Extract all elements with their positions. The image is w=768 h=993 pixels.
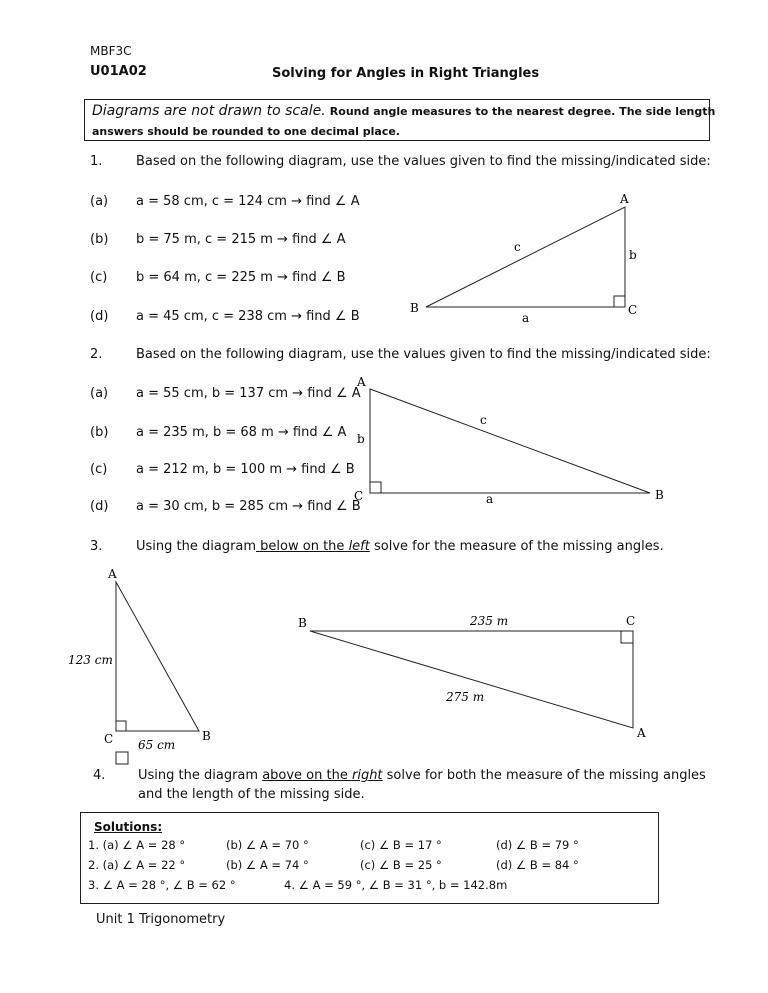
q3-number: 3. xyxy=(90,539,103,554)
solution-3: 3. ∠ A = 28 °, ∠ B = 62 ° xyxy=(88,878,236,892)
q4-triangle xyxy=(310,631,633,728)
q4-vertex-a: A xyxy=(637,726,646,740)
q2-part-c-label: (c) xyxy=(90,462,108,477)
q4-vertex-c: C xyxy=(626,614,636,628)
q2-part-b-label: (b) xyxy=(90,425,109,440)
solution-1b: (b) ∠ A = 70 ° xyxy=(226,838,309,852)
course-code: MBF3C xyxy=(90,44,132,58)
solution-2c: (c) ∠ B = 25 ° xyxy=(360,858,442,872)
q1-number: 1. xyxy=(90,154,103,169)
q4-prompt-start: Using the diagram xyxy=(138,768,263,783)
q2-triangle xyxy=(370,389,650,493)
page-footer: Unit 1 Trigonometry xyxy=(96,912,226,927)
q4-side-bc: 235 m xyxy=(470,614,509,628)
q1-vertex-b: B xyxy=(410,301,419,315)
q1-part-d-text: a = 45 cm, c = 238 cm → find ∠ B xyxy=(136,309,360,324)
stray-square xyxy=(116,752,128,764)
q4-right-angle-mark xyxy=(621,631,633,643)
q1-right-angle-mark xyxy=(614,296,625,307)
q1-part-a-label: (a) xyxy=(90,194,109,209)
q4-prompt-underlined: above on the xyxy=(262,768,352,783)
q1-side-b: b xyxy=(629,248,637,262)
solution-2a: 2. (a) ∠ A = 22 ° xyxy=(88,858,186,872)
q2-part-d-label: (d) xyxy=(90,499,109,514)
q1-side-a: a xyxy=(522,311,530,325)
q2-number: 2. xyxy=(90,347,103,362)
instructions-italic: Diagrams are not drawn to scale. xyxy=(92,103,326,119)
q2-part-c-text: a = 212 m, b = 100 m → find ∠ B xyxy=(136,462,355,477)
solutions-heading: Solutions: xyxy=(94,820,163,834)
q2-part-a-text: a = 55 cm, b = 137 cm → find ∠ A xyxy=(136,386,361,401)
q3-prompt-italic: left xyxy=(348,539,370,554)
q3-triangle xyxy=(116,582,199,731)
q3-triangle-diagram xyxy=(68,567,211,752)
q3-right-angle-mark xyxy=(116,721,126,731)
instructions-bold: Round angle measures to the nearest degree. The side length xyxy=(329,105,716,118)
q4-prompt-italic: right xyxy=(351,768,383,783)
q2-side-a: a xyxy=(486,492,494,506)
q3-vertex-a: A xyxy=(108,567,117,581)
q2-vertex-c: C xyxy=(354,489,364,503)
q3-vertex-c: C xyxy=(104,732,114,746)
q2-part-d-text: a = 30 cm, b = 285 cm → find ∠ B xyxy=(136,499,361,514)
solution-1d: (d) ∠ B = 79 ° xyxy=(496,838,579,852)
instructions-line-2: answers should be rounded to one decimal place. xyxy=(92,125,400,138)
solution-2d: (d) ∠ B = 84 ° xyxy=(496,858,579,872)
q1-part-d-label: (d) xyxy=(90,309,109,324)
q4-vertex-b: B xyxy=(298,616,307,630)
q1-part-c-label: (c) xyxy=(90,270,108,285)
q1-part-c-text: b = 64 m, c = 225 m → find ∠ B xyxy=(136,270,346,285)
q2-right-angle-mark xyxy=(370,482,381,493)
q1-part-b-label: (b) xyxy=(90,232,109,247)
q4-triangle-diagram xyxy=(298,614,646,740)
page-title: Solving for Angles in Right Triangles xyxy=(272,66,540,81)
q2-side-c: c xyxy=(480,413,487,427)
solution-1a: 1. (a) ∠ A = 28 ° xyxy=(88,838,186,852)
q3-prompt-underlined: below on the xyxy=(256,539,349,554)
q3-side-ac: 123 cm xyxy=(68,653,113,667)
unit-code: U01A02 xyxy=(90,64,147,79)
q3-prompt-end: solve for the measure of the missing angles. xyxy=(369,539,664,554)
q1-part-b-text: b = 75 m, c = 215 m → find ∠ A xyxy=(136,232,346,247)
q2-vertex-a: A xyxy=(357,375,366,389)
q2-side-b: b xyxy=(357,432,365,446)
q1-vertex-c: C xyxy=(628,303,638,317)
q1-triangle-diagram xyxy=(410,192,637,325)
q3-side-cb: 65 cm xyxy=(138,738,176,752)
q4-prompt-end: solve for both the measure of the missing angles xyxy=(382,768,706,783)
q4-prompt-line-2: and the length of the missing side. xyxy=(138,787,365,802)
q4-side-ba: 275 m xyxy=(446,690,485,704)
q3-vertex-b: B xyxy=(202,729,211,743)
q4-number: 4. xyxy=(93,768,106,783)
q2-part-b-text: a = 235 m, b = 68 m → find ∠ A xyxy=(136,425,347,440)
solution-1c: (c) ∠ B = 17 ° xyxy=(360,838,442,852)
q1-prompt: Based on the following diagram, use the values given to find the missing/indicated side: xyxy=(136,154,711,169)
q3-prompt-start: Using the diagram xyxy=(136,539,257,554)
q1-vertex-a: A xyxy=(620,192,629,206)
q2-vertex-b: B xyxy=(655,488,664,502)
solution-2b: (b) ∠ A = 74 ° xyxy=(226,858,309,872)
solution-4: 4. ∠ A = 59 °, ∠ B = 31 °, b = 142.8m xyxy=(284,878,508,892)
q2-triangle-diagram xyxy=(354,375,664,506)
q2-part-a-label: (a) xyxy=(90,386,109,401)
q2-prompt: Based on the following diagram, use the values given to find the missing/indicated side: xyxy=(136,347,711,362)
q1-side-c: c xyxy=(514,240,521,254)
q1-part-a-text: a = 58 cm, c = 124 cm → find ∠ A xyxy=(136,194,360,209)
q1-triangle xyxy=(426,207,625,307)
